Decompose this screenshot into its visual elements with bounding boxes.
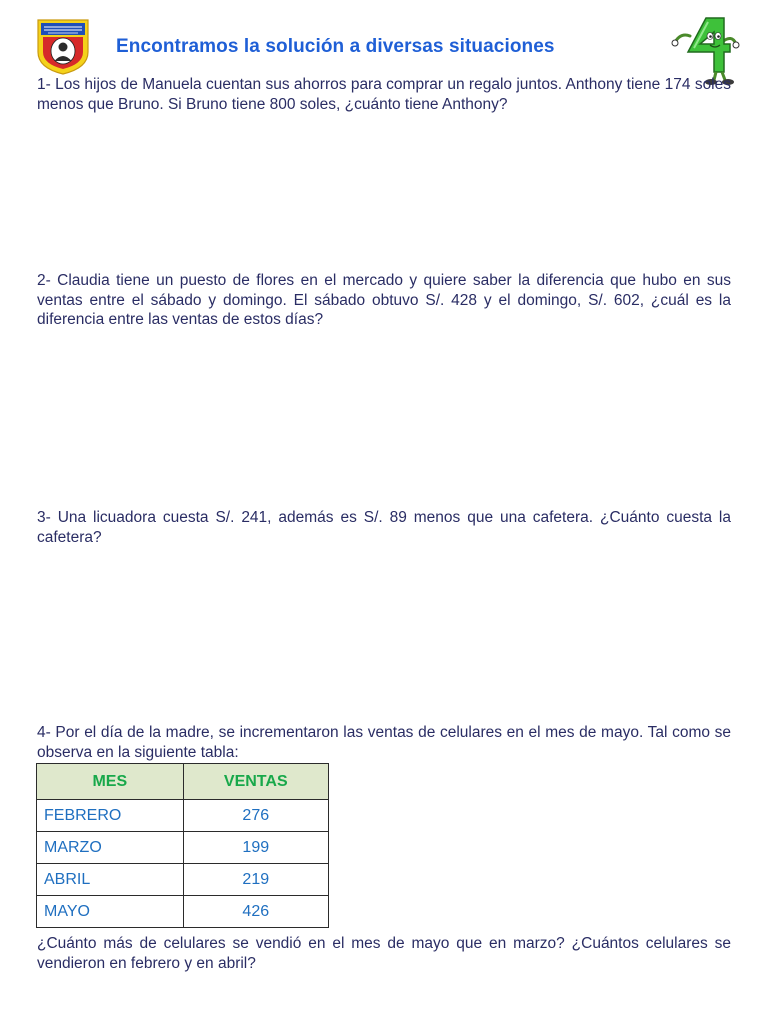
page-title: Encontramos la solución a diversas situaciones	[116, 36, 555, 57]
sales-cell: 199	[183, 832, 328, 864]
table-row	[37, 832, 329, 864]
problem-3-text: 3- Una licuadora cuesta S/. 241, además es S/. 89 menos que una cafetera. ¿Cuánto cuesta la cafetera?	[37, 509, 731, 546]
school-crest-icon	[36, 18, 90, 76]
sales-cell: 219	[183, 864, 328, 896]
sales-cell: 426	[183, 896, 328, 928]
month-cell: MAYO	[37, 896, 184, 928]
table-row	[37, 864, 329, 896]
problem-1-text: 1- Los hijos de Manuela cuentan sus ahorros para comprar un regalo juntos. Anthony tiene 174 soles menos que Bruno. Si Bruno tiene 800 soles, ¿cuánto tiene Anthony?	[37, 76, 731, 113]
table-row	[37, 800, 329, 832]
month-cell: ABRIL	[37, 864, 184, 896]
table-header-row	[37, 764, 329, 800]
sales-table	[36, 763, 329, 928]
problem-4-text: 4- Por el día de la madre, se incrementaron las ventas de celulares en el mes de mayo. Tal como se observa en la siguiente tabla:	[37, 724, 731, 761]
month-cell: MARZO	[37, 832, 184, 864]
column-header-month: MES	[37, 764, 184, 800]
problem-4-followup-text: ¿Cuánto más de celulares se vendió en el mes de mayo que en marzo? ¿Cuántos celulares se vendieron en febrero y en abril?	[37, 935, 731, 972]
sales-cell: 276	[183, 800, 328, 832]
table-row	[37, 896, 329, 928]
column-header-sales: VENTAS	[183, 764, 328, 800]
month-cell: FEBRERO	[37, 800, 184, 832]
problem-2-text: 2- Claudia tiene un puesto de flores en el mercado y quiere saber la diferencia que hubo en sus ventas entre el sábado y domingo. El sábado obtuvo S/. 428 y el domingo, S/. 602, ¿cuál es la diferencia entre las ventas de estos días?	[37, 272, 731, 328]
